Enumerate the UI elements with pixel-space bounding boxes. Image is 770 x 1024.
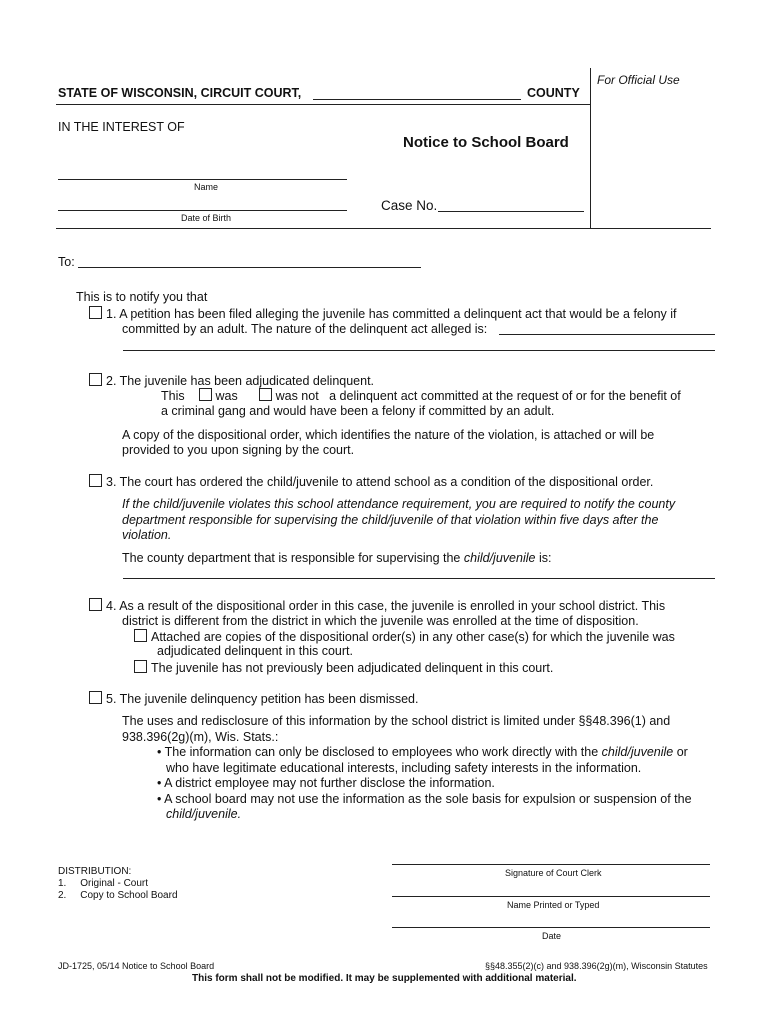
court-prefix: STATE OF WISCONSIN, CIRCUIT COURT, <box>58 86 302 100</box>
uses-line1: The uses and redisclosure of this information by the school district is limited under §§48.396(1) and <box>122 714 671 728</box>
county-label: COUNTY <box>527 86 580 100</box>
item3-ital2: department responsible for supervising the child/juvenile of that violation within five days after the <box>122 513 659 527</box>
distribution-item-2: 2. Copy to School Board <box>58 890 178 901</box>
bullet2: • A district employee may not further disclose the information. <box>157 776 495 790</box>
item2-text: 2. The juvenile has been adjudicated delinquent. <box>106 374 375 388</box>
item4-checkbox[interactable] <box>89 598 102 611</box>
court-underline <box>56 104 590 105</box>
county-dept-line <box>122 551 551 565</box>
county-dept-field[interactable] <box>123 578 715 579</box>
case-no-field[interactable] <box>438 211 584 212</box>
item3-checkbox[interactable] <box>89 474 102 487</box>
item5-text: 5. The juvenile delinquency petition has been dismissed. <box>106 692 419 706</box>
page-title: Notice to School Board <box>403 134 569 151</box>
not-adjudicated-checkbox[interactable] <box>134 660 147 673</box>
gang-text: a delinquent act committed at the request of or for the benefit of <box>329 389 681 403</box>
item1-line2: committed by an adult. The nature of the delinquent act alleged is: <box>122 322 488 336</box>
item2-gang-row <box>161 388 681 403</box>
official-use-divider <box>590 68 591 228</box>
county-dept-text: The county department that is responsible for supervising the <box>122 551 461 565</box>
uses-line2: 938.396(2g)(m), Wis. Stats.: <box>122 730 279 744</box>
intro-text: This is to notify you that <box>76 290 208 304</box>
not-adjudicated-text: The juvenile has not previously been adjudicated delinquent in this court. <box>151 661 554 675</box>
statutes-ref: §§48.355(2)(c) and 938.396(2g)(m), Wisconsin Statutes <box>485 961 708 971</box>
bullet3-line1: • A school board may not use the information as the sole basis for expulsion or suspension of the <box>157 792 692 806</box>
to-label: To: <box>58 255 75 269</box>
bullet1-ital: child/juvenile <box>601 745 674 759</box>
item4-line2: district is different from the district in which the juvenile was enrolled at the time of disposition. <box>122 614 639 628</box>
item1-text: 1. A petition has been filed alleging the juvenile has committed a delinquent act that would be a felony if <box>106 307 677 321</box>
clerk-signature-field[interactable] <box>392 864 710 865</box>
item5-row <box>89 691 418 706</box>
bullet1-post: or <box>676 745 688 759</box>
date-label: Date <box>542 931 562 941</box>
distribution-item-1: 1. Original - Court <box>58 878 149 889</box>
name-label: Name <box>194 182 219 192</box>
bullet1-line2: who have legitimate educational interests, including safety interests in the information. <box>166 761 642 775</box>
form-id: JD-1725, 05/14 Notice to School Board <box>58 961 215 971</box>
item1-checkbox[interactable] <box>89 306 102 319</box>
delinquent-act-field[interactable] <box>499 334 715 335</box>
dob-field[interactable] <box>58 210 347 211</box>
was-not-checkbox[interactable] <box>259 388 272 401</box>
item1-row <box>89 306 677 321</box>
item2-line3: a criminal gang and would have been a felony if committed by an adult. <box>161 404 555 418</box>
item2-row <box>89 373 374 388</box>
printed-name-field[interactable] <box>392 896 710 897</box>
to-field[interactable] <box>78 267 421 268</box>
county-dept-ital: child/juvenile <box>463 551 536 565</box>
item4-opt1-row <box>134 629 675 644</box>
attached-copies-text: Attached are copies of the dispositional order(s) in any other case(s) for which the juvenile was <box>151 630 675 644</box>
item4-text: 4. As a result of the dispositional order in this case, the juvenile is enrolled in your school district. This <box>106 599 666 613</box>
county-dept-post: is: <box>538 551 552 565</box>
clerk-signature-label: Signature of Court Clerk <box>505 868 602 878</box>
bullet3-line2: child/juvenile. <box>166 807 242 821</box>
footer-notice: This form shall not be modified. It may be supplemented with additional material. <box>192 973 577 984</box>
item4-opt2-row <box>134 660 553 675</box>
item5-checkbox[interactable] <box>89 691 102 704</box>
official-use-label: For Official Use <box>597 73 680 87</box>
this-label: This <box>161 389 185 403</box>
bullet1-line1 <box>157 745 688 759</box>
bullet1-text: • The information can only be disclosed to employees who work directly with the <box>157 745 599 759</box>
item3-ital3: violation. <box>122 528 172 542</box>
attached-copies-checkbox[interactable] <box>134 629 147 642</box>
copy-line2: provided to you upon signing by the court. <box>122 443 355 457</box>
copy-line1: A copy of the dispositional order, which identifies the nature of the violation, is attached or will be <box>122 428 655 442</box>
case-no-label: Case No. <box>381 198 438 213</box>
item2-checkbox[interactable] <box>89 373 102 386</box>
item3-row <box>89 474 653 489</box>
delinquent-act-field-2[interactable] <box>123 350 715 351</box>
item3-ital1: If the child/juvenile violates this school attendance requirement, you are required to notify the county <box>122 497 676 511</box>
was-not-label: was not <box>275 389 319 403</box>
date-field[interactable] <box>392 927 710 928</box>
was-label: was <box>215 389 238 403</box>
printed-name-label: Name Printed or Typed <box>507 900 600 910</box>
county-name-field[interactable] <box>313 99 521 100</box>
dob-label: Date of Birth <box>181 213 232 223</box>
item4-opt1b: adjudicated delinquent in this court. <box>157 644 353 658</box>
item3-text: 3. The court has ordered the child/juvenile to attend school as a condition of the dispositional order. <box>106 475 654 489</box>
was-checkbox[interactable] <box>199 388 212 401</box>
distribution-title: DISTRIBUTION: <box>58 866 132 877</box>
item4-row <box>89 598 665 613</box>
interest-of-label: IN THE INTEREST OF <box>58 120 185 134</box>
name-field[interactable] <box>58 179 347 180</box>
header-bottom-rule <box>56 228 711 229</box>
